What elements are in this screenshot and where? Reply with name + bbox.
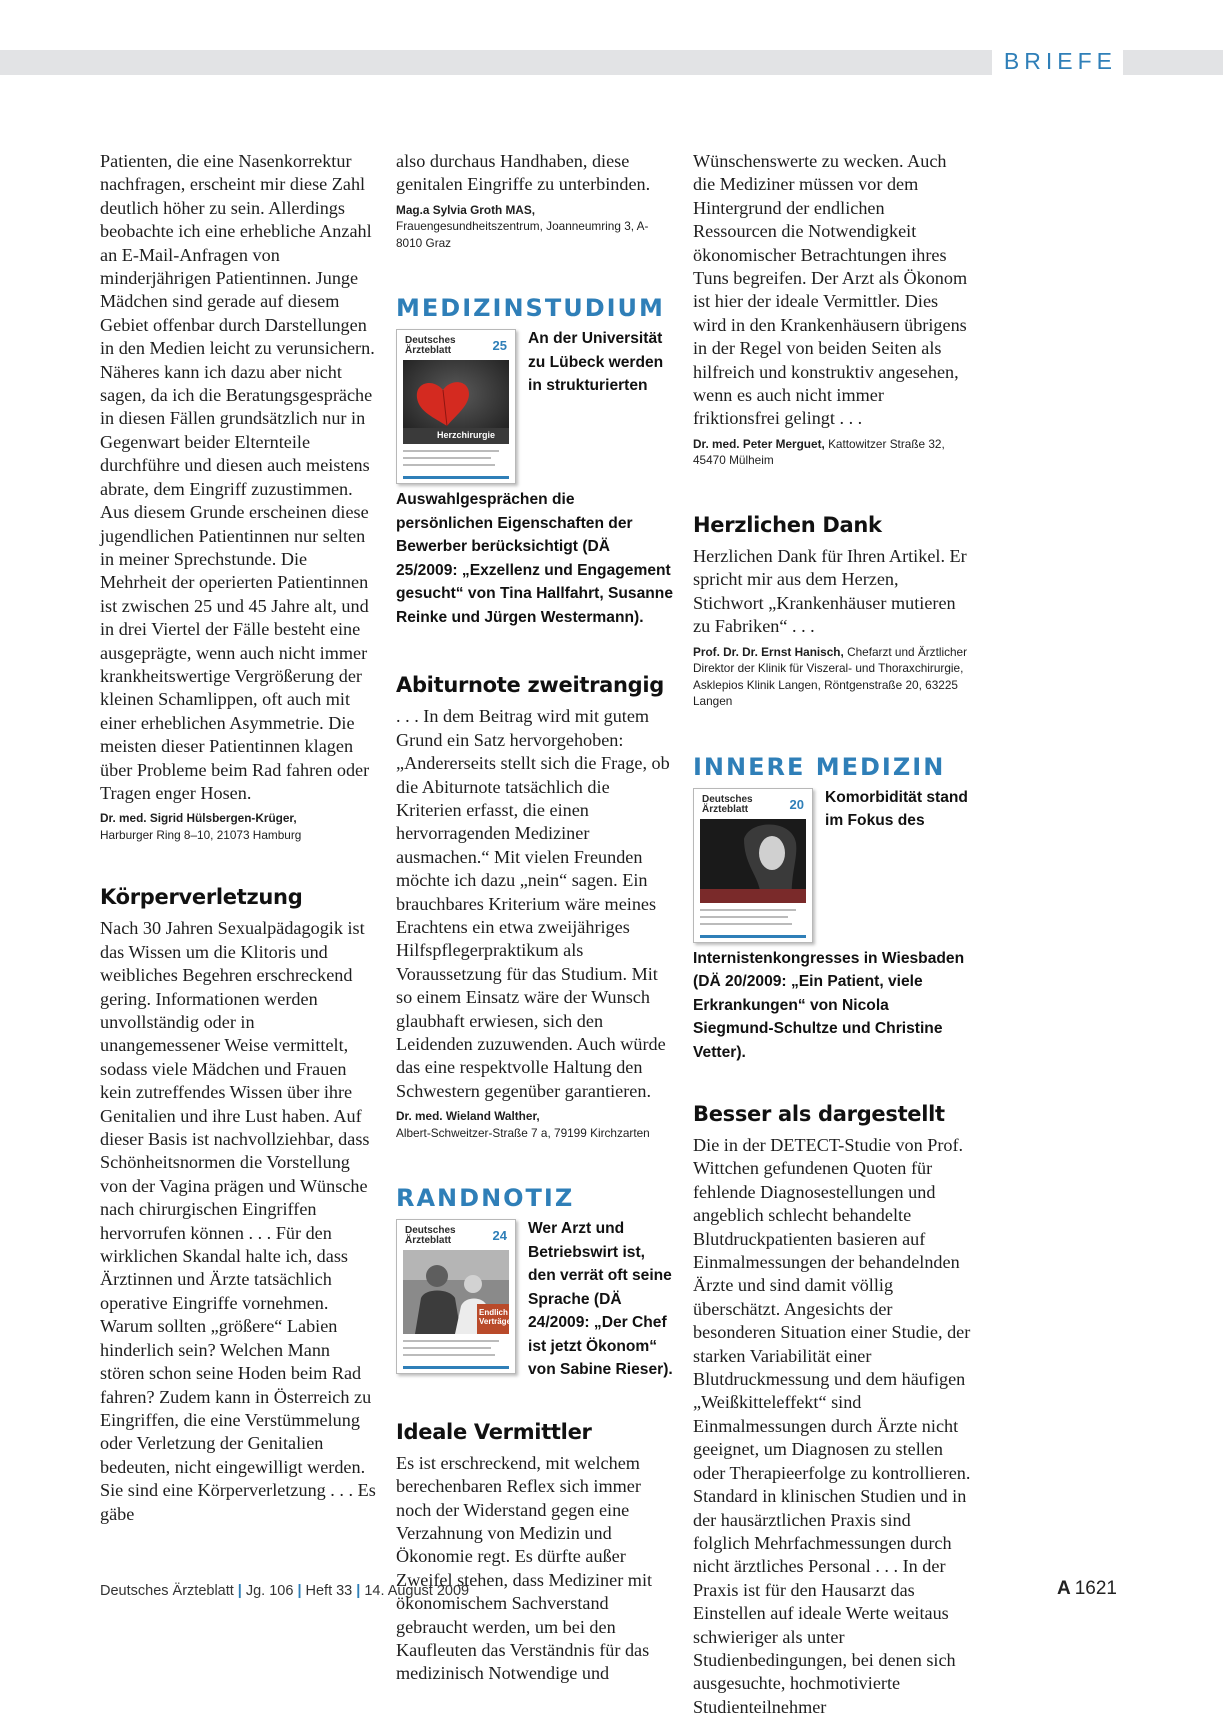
letter-text: Wünschenswerte zu wecken. Auch die Mediziner müssen vor dem Hintergrund der endlichen Ressourcen die Notwendigkeit ökonomischer Betrachtungen ihres Tuns begreifen. Der Arzt als Ökonom ist hier der ideale Vermittler. Dies wird in den Krankenhäusern übrigens in der Regel von beiden Seiten als hilfreich und konstruktiv angesehen, wenn es auch nicht immer friktionsfrei gelingt . . . xyxy=(693,151,968,429)
author-address: Albert-Schweitzer-Straße 7 a, 79199 Kirchzarten xyxy=(396,1125,650,1140)
teaser-block xyxy=(396,327,674,629)
column-3 xyxy=(693,150,971,1719)
magazine-cover-image xyxy=(396,1219,516,1374)
author-address: Chefarzt und Ärztlicher Direktor der Klinik für Viszeral- und Thoraxchirurgie, Asklepios Klinik Langen, Röntgenstraße 20, 63225 Langen xyxy=(693,644,968,708)
column-1 xyxy=(100,150,378,1526)
cover-title: Herzchirurgie xyxy=(437,430,496,441)
letter-heading: Körperverletzung xyxy=(100,885,303,910)
section-label: BRIEFE xyxy=(992,46,1123,76)
cover-issue-number: 20 xyxy=(789,796,804,812)
author-name: Dr. med. Wieland Walther, xyxy=(396,1109,540,1124)
letter-signature xyxy=(396,1108,674,1141)
letter-signature xyxy=(693,436,971,469)
teaser-text: Komorbidität stand im Fokus des Internistenkongresses in Wiesbaden (DÄ 20/2009: „Ein Patient, viele Erkrankungen“ von Nicola Siegmund-Schultze und Christine Vetter). xyxy=(693,788,968,1061)
category-heading: RANDNOTIZ xyxy=(396,1184,575,1213)
journal-date: 14. August 2009 xyxy=(364,1583,470,1599)
author-name: Prof. Dr. Dr. Ernst Hanisch, xyxy=(693,644,844,659)
letter-heading: Besser als dargestellt xyxy=(693,1102,945,1126)
magazine-cover-image xyxy=(396,329,516,484)
letter-signature xyxy=(693,644,971,710)
teaser-text: Wer Arzt und Betriebswirt ist, den verrät oft seine Sprache (DÄ 24/2009: „Der Chef ist jetzt Ökonom“ von Sabine Rieser). xyxy=(528,1220,673,1379)
letter-text: also durchaus Handhaben, diese genitalen Eingriffe zu unterbinden. xyxy=(396,151,651,195)
journal-volume: Jg. 106 xyxy=(245,1583,294,1599)
journal-issue: Heft 33 xyxy=(305,1583,353,1599)
column-2 xyxy=(396,150,674,1686)
letter-heading: Herzlichen Dank xyxy=(693,512,882,537)
author-name: Dr. med. Sigrid Hülsbergen-Krüger, xyxy=(100,811,297,826)
author-address: Kattowitzer Straße 32, 45470 Mülheim xyxy=(693,436,945,468)
cover-brand: Deutsches Ärzteblatt xyxy=(405,335,456,357)
teaser-block xyxy=(693,786,971,1065)
letter-signature xyxy=(100,810,378,843)
letter-heading: Abiturnote zweitrangig xyxy=(396,673,665,698)
teaser-block xyxy=(396,1217,674,1382)
author-name: Mag.a Sylvia Groth MAS, xyxy=(396,202,535,217)
cover-brand: Deutsches Ärzteblatt xyxy=(702,793,753,815)
cover-title: Endlich Verträge xyxy=(479,1308,512,1327)
woman-portrait-photo xyxy=(700,819,806,903)
category-heading: INNERE MEDIZIN xyxy=(693,752,946,781)
letter-text: Nach 30 Jahren Sexualpädagogik ist das Wissen um die Klitoris und weibliches Begehren erschreckend gering. Informationen werden unvollständig oder in unangemessener Weise vermittelt, sodass viele Mädchen und Frauen kein zutreffendes Wissen über ihre Genitalien und ihre Lust haben. Auf dieser Basis ist nachvollziehbar, dass Schönheitsnormen die Vorstellung von der Vagina prägen und Wünsche nach chirurgischen Eingriffen hervorrufen können . . . Für den wirklichen Skandal halte ich, dass Ärztinnen und Ärzte tatsächlich operative Eingriffe vornehmen. Warum sollten „größere“ Labien hinderlich sein? Welchen Mann stören schon seine Hoden beim Rad fahren? Zudem kann in Österreich zu Eingriffen, die eine Verstümmelung oder Verletzung der Genitalien bedeuten, nicht eingewilligt werden. Sie sind eine Körperverletzung . . . Es gäbe xyxy=(100,918,376,1524)
letter-text: Es ist erschreckend, mit welchem berechenbaren Reflex sich immer noch der Widerstand gegen eine Verzahnung von Medizin und Ökonomie regt. Es dürfte außer Zweifel stehen, dass Mediziner mit ökonomischem Sachverstand gebraucht werden, um bei den Kaufleuten das Verständnis für das medizinisch Notwendige und xyxy=(396,1452,653,1684)
page-footer: Deutsches Ärzteblatt | Jg. 106 | Heft 33 | 14. August 2009 xyxy=(100,1583,470,1599)
journal-name: Deutsches Ärzteblatt xyxy=(100,1583,234,1599)
letter-signature xyxy=(396,202,674,252)
cover-issue-number: 25 xyxy=(492,338,507,354)
category-heading: MEDIZINSTUDIUM xyxy=(396,294,665,323)
page-number: A 1621 xyxy=(1056,1578,1117,1599)
letter-heading: Ideale Vermittler xyxy=(396,1419,592,1444)
letter-text: Die in der DETECT-Studie von Prof. Wittchen gefundenen Quoten für fehlende Diagnosestellungen und angeblich schlecht behandelte Blutdruckpatienten basieren auf Einmalmessungen der behandelnden Ärzte und sind damit völlig überschätzt. Angesichts der besonderen Situation einer Studie, der starken Variabilität einer Blutdruckmessung und dem häufigen „Weißkitteleffekt“ sind Einmalmessungen durch Ärzte nicht geeignet, um Diagnosen zu stellen oder Therapieerfolge zu kontrollieren. Standard in klinischen Studien und in der hausärztlichen Praxis sind folglich Mehrfachmessungen durch nicht ärztliches Personal . . . In der Praxis ist für den Hausarzt das Einstellen auf ideale Werte weitaus schwieriger als unter Studienbedingungen, bei denen sich ausgesuchte, hochmotivierte Studienteilnehmer xyxy=(693,1135,971,1717)
teaser-text: An der Universität zu Lübeck werden in strukturierten Auswahlgesprächen die persönlichen Eigenschaften der Bewerber berücksichtigt (DÄ 25/2009: „Exzellenz und Engagement gesucht“ von Tina Hallfahrt, Susanne Reinke und Jürgen Westermann). xyxy=(396,330,673,626)
letter-text: . . . In dem Beitrag wird mit gutem Grund ein Satz hervorgehoben: „Andererseits stellt sich die Frage, ob die Abiturnote tatsächlich die Kriterien erfasst, die einen hervorragenden Mediziner ausmachen.“ Mit vielen Freunden möchte ich dazu „nein“ sagen. Ein brauchbares Kriterium wäre meines Erachtens ein etwa zweijähriges Hilfspflegerpraktikum als Voraussetzung für das Studium. Mit so einem Einsatz wäre der Wunsch glaubhaft erwiesen, sich den Leidenden zuzuwenden. Auch würde das eine respektvolle Haltung den Schwestern gegenüber garantieren. xyxy=(396,706,670,1101)
letter-text: Patienten, die eine Nasenkorrektur nachfragen, erscheint mir diese Zahl deutlich höher zu sein. Allerdings beobachte ich eine erhebliche Anzahl an E-Mail-Anfragen von minderjährigen Patientinnen. Junge Mädchen sind gerade auf diesem Gebiet offenbar durch Darstellungen in den Medien leicht zu verunsichern. Näheres kann ich dazu aber nicht sagen, da ich die Beratungsgespräche in diesen Fällen grundsätzlich nur in Gegenwart beider Elternteile durchführe und diesen auch meistens abrate, dem Eingriff zuzustimmen. Aus diesem Grunde erscheinen diese jugendlichen Patientinnen nur selten in meiner Sprechstunde. Die Mehrheit der operierten Patientinnen ist zwischen 25 und 45 Jahre alt, und in drei Viertel der Fälle besteht eine ausgeprägte, wenn auch nicht immer krankheitswertige Vergrößerung der kleinen Schamlippen, oft auch mit einer erheblichen Asymmetrie. Die meisten dieser Patientinnen klagen über Probleme beim Rad fahren oder Tragen enger Hosen. xyxy=(100,151,375,803)
author-name: Dr. med. Peter Merguet, xyxy=(693,436,825,451)
cover-brand: Deutsches Ärzteblatt xyxy=(405,1225,456,1247)
letter-text: Herzlichen Dank für Ihren Artikel. Er spricht mir aus dem Herzen, Stichwort „Krankenhäuser mutieren zu Fabriken“ . . . xyxy=(693,545,967,637)
author-address: Frauengesundheitszentrum, Joanneumring 3, A-8010 Graz xyxy=(396,219,649,250)
magazine-cover-image xyxy=(693,788,813,943)
author-address: Harburger Ring 8–10, 21073 Hamburg xyxy=(100,827,302,842)
cover-issue-number: 24 xyxy=(492,1228,507,1244)
